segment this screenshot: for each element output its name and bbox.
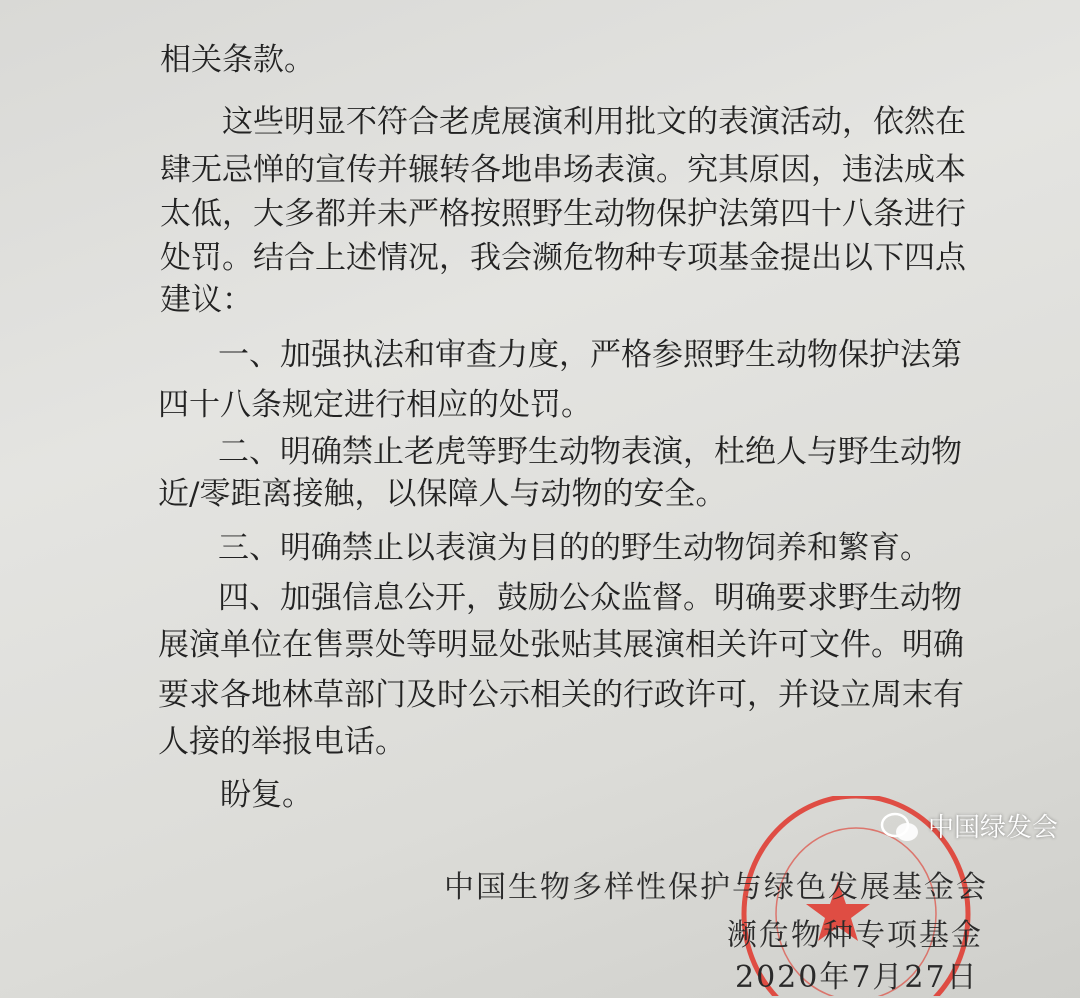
body-line: 四、加强信息公开，鼓励公众监督。明确要求野生动物 [218,580,962,616]
body-line: 盼复。 [220,777,313,813]
signature-date: 2020年7月27日 [735,960,979,995]
body-line: 相关条款。 [160,42,315,78]
body-line: 人接的举报电话。 [158,724,406,760]
body-line: 太低，大多都并未严格按照野生动物保护法第四十八条进行 [160,196,966,232]
body-line: 近/零距离接触，以保障人与动物的安全。 [158,476,727,512]
body-line: 一、加强执法和审查力度，严格参照野生动物保护法第 [218,337,962,373]
body-line: 建议： [160,282,253,318]
body-line: 展演单位在售票处等明显处张贴其展演相关许可文件。明确 [158,627,964,663]
body-line: 要求各地林草部门及时公示相关的行政许可，并设立周末有 [158,677,964,713]
body-line: 这些明显不符合老虎展演利用批文的表演活动，依然在 [222,104,966,140]
wechat-icon [880,812,920,844]
watermark [880,812,1058,844]
body-line: 三、明确禁止以表演为目的的野生动物饲养和繁育。 [218,530,931,566]
body-line: 二、明确禁止老虎等野生动物表演，杜绝人与野生动物 [218,434,962,470]
body-line: 处罚。结合上述情况，我会濒危物种专项基金提出以下四点 [160,240,966,276]
signature-organization: 中国生物多样性保护与绿色发展基金会 [444,870,988,905]
body-line: 四十八条规定进行相应的处罚。 [158,387,592,423]
body-line: 肆无忌惮的宣传并辗转各地串场表演。究其原因，违法成本 [160,152,966,188]
watermark-label: 中国绿发会 [928,813,1059,843]
signature-department: 濒危物种专项基金 [727,918,983,953]
